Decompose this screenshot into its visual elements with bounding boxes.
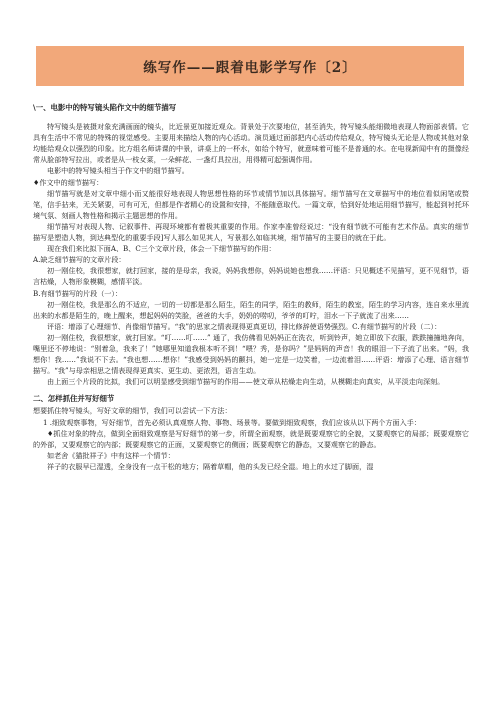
bottom-fade [0, 697, 500, 707]
paragraph: 祥子的衣服早已湿透，全身没有一点干松的地方；隔着草帽，他的头发已经全湿。地上的水过了脚面，湿 [47, 461, 374, 471]
section-2-heading: 二、怎样抓住并写好细节 [33, 394, 115, 404]
fragment-text: 初一刚住校，我是那么的不适应，一切的一切都是那么陌生，陌生的同学，陌生的教师，陌生的教室，陌生的学习内容，连自来水里流出来的水都是陌生的，晚上醒来，想起妈妈的笑脸，爸爸的大手，奶奶的唠叨，爷爷的叮咛，泪水一下子就流了出来…… [33, 299, 469, 320]
fragment-text: 初一刚住校，我很想家，就打回家，接的是母亲，我说，妈妈我想你，妈妈说她也想我……评语：只见概述不见描写，更不见细节，语言枯燥，人物形象模糊，感情平淡。 [33, 266, 469, 287]
paragraph: 现在我们来比拟下面A、B、C三个文章片段，体会一下细节描写的作用： [47, 244, 276, 254]
fragment-label: B.有细节描写的片段（一）： [33, 288, 123, 298]
document-body [33, 102, 469, 472]
paragraph: 特写镜头是被摄对象充满画面的镜头，比近景更加接近观众。背景处于次要地位，甚至消失，特写镜头能细微地表现人物面部表情。它具有生活中不常见的特殊的视觉感受。主要用来描绘人物的内心活动。演员通过面部把内心活动传给观众，特写镜头无论是人物或其他对象均能给观众以强烈的印象。比方组名师讲课的中景，讲桌上的一杯水，如给个特写，就意味着可能不是普通的水。在电视新闻中有的摄像经常从脸部特写拉出，或者是从一枝女菜，一朵鲜花、一盏灯具拉出，用得精可起强调作用。 [33, 122, 469, 165]
section-1-heading: \一、电影中的特写镜头陷作文中的细节描写 [33, 103, 177, 112]
paragraph: 想要抓住特写镜头，写好文章的细节，我们可以尝试一下方法： [33, 406, 232, 416]
spacer [33, 387, 469, 391]
fragment-text: 初一刚住校，我很想家，就打回家。“叮……叮……” 通了，我仿佛看见妈妈正在洗衣，听到铃声，她立即放下衣服，跌跌撞撞地奔向，嘴里还不停地说：“别着急，我来了！”她哪里知道我根本听不到！“喂？秀，是你吗？”是妈妈的声音！我的眼泪一下子流了出来。“妈，我想你！我……”我说不下去。“我也想……想你！”我感受到妈妈的颤抖，她一定是一边笑着，一边流着泪……评语：增添了心理、语言细节描写。“我”与母亲相思之情表现得更真实、更生动、更浓烈，语言生动。 [33, 332, 469, 376]
paragraph: 电影中的特写镜头相当于作文中的细节描写。 [47, 166, 189, 176]
fragment-text: 评语：增添了心理细节、肖像细节描写。“我”的思家之情表现得更真更切，排比修辞使语势强烈。C.有细节描写的片段（二）： [47, 321, 442, 331]
paragraph: ♦抓住对象的特点，做到全面细致观察是写好细节的第一步，所谓全面观察，就是既要观察它的全貌，又要观察它的局部；既要观察它的外部，又要观察它的内部；既要观察它的正面，又要观察它的侧面；既要观察它的静态，又要观察它的静态。 [33, 428, 469, 449]
paragraph: 1 .细致观察事物，写好细节，首先必须认真观察人物、事物、场景等。要做到细致观察，我们应该从以下两个方面入手： [43, 417, 421, 427]
fragment-label: A.缺乏细节描写的文章片段： [33, 255, 126, 265]
page-title: 练写作——跟着电影学写作〔2〕 [143, 60, 357, 76]
paragraph: 细节描写就是对文章中细小而又能很好地表现人物思想性格的环节或情节加以具体描写。细节描写在文章描写中的地位看似闲笔或赘笔，信手拈来，无关紧要，可有可无，但都是作者精心的设置和安排，不能随意取代。一篇文章，恰到好处地运用细节描写，能起到衬托环境气氛、刻画人物性格和揭示主题思想的作用。 [33, 188, 469, 220]
paragraph: 如老舍《猫批祥子》中有这样一个情节： [47, 450, 175, 460]
title-banner [36, 46, 464, 86]
bullet-heading: ♦作文中的细节描写： [33, 177, 104, 187]
paragraph: 细节描写对表现人物、记叙事件、再现环境都有着极其重要的作用。作家李准曾经说过：“没有细节就不可能有艺术作品。真实的细节描写是塑造人物，到达典型化的重要手段]写人那么如见其人，写景那么如临其境，细节描写的主要目的就在于此。 [33, 221, 469, 243]
paragraph: 由上面三个片段的比拟，我们可以明显感受到细节描写的作用——使文章从枯燥走向生动，从模糊走向真实，从平淡走向深刻。 [47, 377, 445, 387]
